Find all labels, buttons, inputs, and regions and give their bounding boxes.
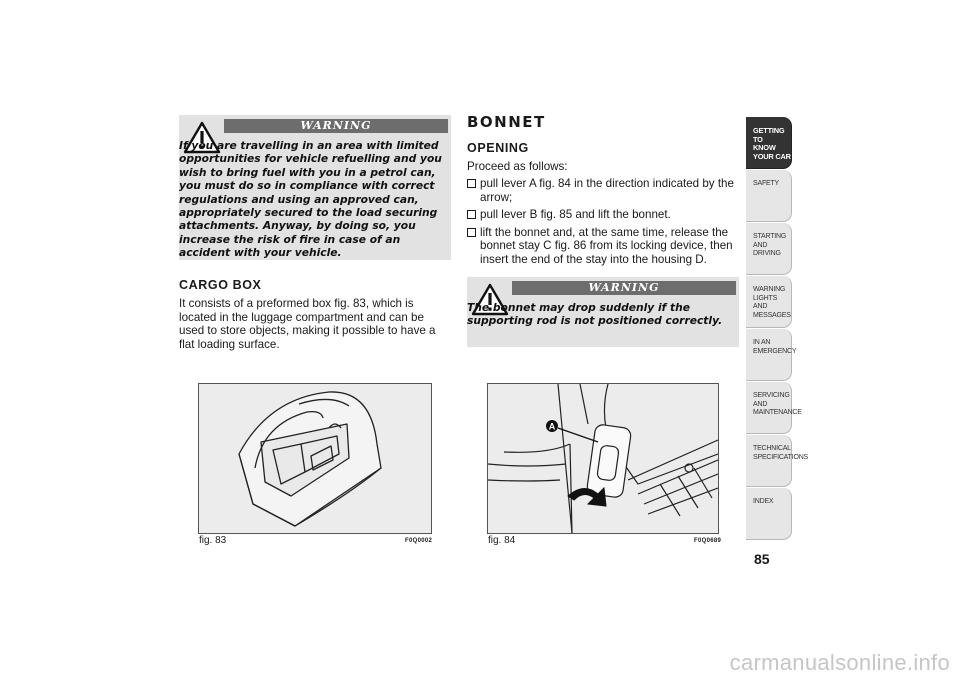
figure-83-label: fig. 83 xyxy=(199,535,227,546)
figure-84-code: F0Q0689 xyxy=(694,538,722,544)
list-item: pull lever A fig. 84 in the direction indicated by the arrow; xyxy=(467,177,742,204)
figure-83-code: F0Q0002 xyxy=(405,538,433,544)
tab-safety[interactable]: SAFETY xyxy=(746,170,792,222)
fuel-warning-text: If you are travelling in an area with limited opportunities for vehicle refuelling and you wish to bring fuel with you in a petrol can, you must do so in compliance with correct regulations and using an approved can, appropriately secured to the load securing attachments. Anyway, by doing so, you increase the risk of fire in case of an accident with your vehicle. xyxy=(179,139,442,260)
figure-83-frame xyxy=(198,383,432,534)
opening-subheading: OPENING xyxy=(467,141,529,155)
warning-header: WARNING xyxy=(512,281,736,295)
bonnet-warning-text: The bonnet may drop suddenly if the supporting rod is not positioned correctly. xyxy=(467,301,723,328)
bonnet-warning-box xyxy=(467,277,739,347)
footer-watermark: carmanualsonline.info xyxy=(729,650,950,675)
tab-in-an-emergency[interactable]: IN AN EMERGENCY xyxy=(746,329,792,381)
opening-steps-list xyxy=(467,177,742,271)
checkbox-bullet-icon xyxy=(467,210,476,219)
bonnet-lever-illustration xyxy=(488,384,718,533)
fuel-warning-box xyxy=(179,115,451,260)
procedure-intro: Proceed as follows: xyxy=(467,160,568,173)
tab-servicing-and-maintenance[interactable]: SERVICING AND MAINTENANCE xyxy=(746,382,792,434)
bonnet-heading: BONNET xyxy=(467,113,546,131)
tab-technical-specifications[interactable]: TECHNICAL SPECIFICATIONS xyxy=(746,435,792,487)
lever-a-callout: A xyxy=(548,421,556,432)
cargo-box-heading: CARGO BOX xyxy=(179,278,262,292)
tab-index[interactable]: INDEX xyxy=(746,488,792,540)
tab-warning-lights-and-messages[interactable]: WARNING LIGHTS AND MESSAGES xyxy=(746,276,792,328)
page-number: 85 xyxy=(754,551,770,567)
tab-getting-to-know-your-car[interactable]: GETTING TO KNOW YOUR CAR xyxy=(746,117,792,169)
list-item: lift the bonnet and, at the same time, release the bonnet stay C fig. 86 from its locking device, then insert the end of the stay into the housing D. xyxy=(467,226,742,267)
list-item: pull lever B fig. 85 and lift the bonnet. xyxy=(467,208,742,222)
tab-starting-and-driving[interactable]: STARTING AND DRIVING xyxy=(746,223,792,275)
figure-84-frame xyxy=(487,383,719,534)
checkbox-bullet-icon xyxy=(467,179,476,188)
cargo-box-illustration xyxy=(199,384,431,533)
cargo-box-text: It consists of a preformed box fig. 83, which is located in the luggage compartment and can be used to store objects, making it possible to have a flat loading surface. xyxy=(179,297,436,351)
figure-84-label: fig. 84 xyxy=(488,535,516,546)
checkbox-bullet-icon xyxy=(467,228,476,237)
warning-header: WARNING xyxy=(224,119,448,133)
